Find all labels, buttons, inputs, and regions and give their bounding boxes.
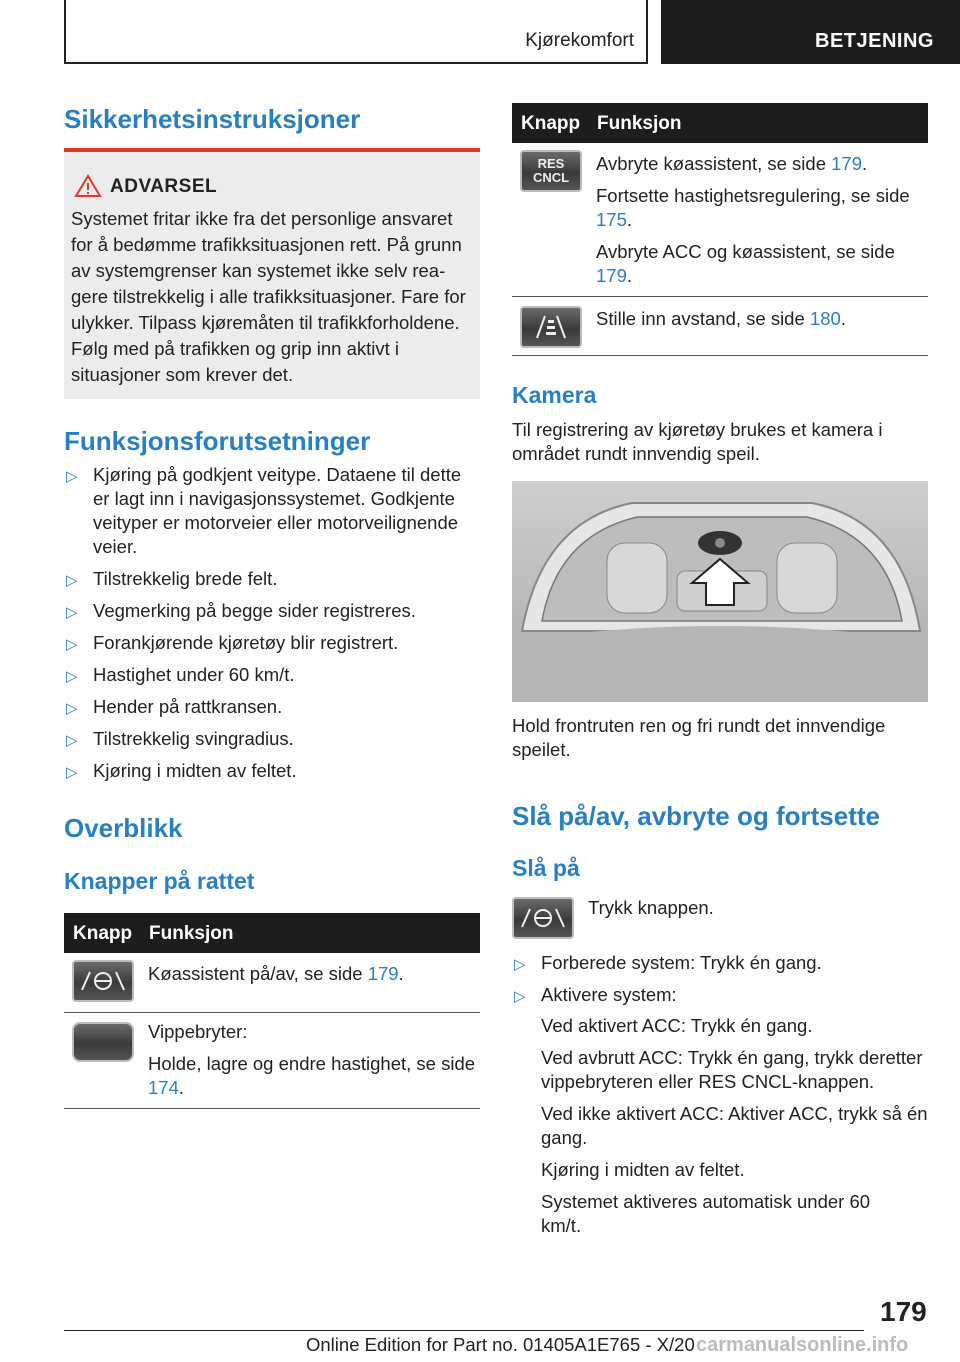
triangle-bullet-icon: ▷ [66, 732, 78, 749]
header-chapter: BETJENING [815, 30, 934, 52]
list-item: ▷ Hender på rattkransen. [64, 695, 480, 719]
divider [64, 1012, 480, 1013]
right-table-header [512, 103, 928, 143]
prereq-list [64, 463, 480, 783]
substeps: Ved aktivert ACC: Trykk én gang. Ved avbrutt ACC: Trykk én gang, trykk deretter vippebryteren eller RES CNCL-knappen. Ved ikke aktivert ACC: Aktiver ACC, trykk så én gang. Kjøring i midten av feltet. Systemet aktiveres automatisk under 60 km/t. [541, 1015, 928, 1236]
left-table-header [64, 913, 480, 953]
warning-box [64, 148, 480, 399]
table-row: Vippebryter: Holde, lagre og endre hastighet, se side 174. [148, 1021, 476, 1098]
page-ref-link[interactable]: 180 [809, 308, 841, 329]
warning-triangle-icon [74, 174, 102, 203]
triangle-bullet-icon: ▷ [66, 700, 78, 717]
press-instruction: Trykk knappen. [588, 897, 714, 918]
triangle-bullet-icon: ▷ [66, 764, 78, 781]
triangle-bullet-icon: ▷ [66, 668, 78, 685]
list-item: ▷ Kjøring på godkjent veitype. Dataene til dette er lagt inn i navigasjonssystemet. Godkjente veityper er motorveier eller motorveilignende veier. [66, 464, 462, 557]
edition-text: Online Edition for Part no. 01405A1E765 - X/20 [306, 1334, 695, 1355]
triangle-bullet-icon: ▷ [66, 604, 78, 621]
table-row: Stille inn avstand, se side 180. [596, 308, 846, 329]
distance-icon [520, 306, 582, 348]
list-item: ▷ Tilstrekkelig brede felt. [64, 567, 480, 591]
header-section-box [64, 0, 648, 64]
triangle-bullet-icon: ▷ [66, 636, 78, 653]
page-ref-link[interactable]: 179 [831, 153, 862, 174]
list-item: ▷ Aktivere system: [512, 983, 928, 1007]
divider [512, 296, 928, 297]
list-item: ▷ Vegmerking på begge sider registreres. [64, 599, 480, 623]
page-ref-link[interactable]: 179 [596, 265, 627, 286]
onoff-title: Slå på/av, avbryte og fortsette [512, 801, 880, 831]
triangle-bullet-icon: ▷ [66, 468, 78, 485]
buttons-title: Knapper på rattet [64, 868, 255, 894]
warning-text: Systemet fritar ikke fra det personlige ansvaret for å bedømme trafikksituasjonen rett. På grunn av systemgrenser kan systemet ikke selv reagere tilstrekkelig i alle trafikksituasjoner. Fare for ulykker. Tilpass kjøremåten til trafikkforholdene. Følg med på trafikken og grip inn aktivt i situasjoner som krever det. [71, 208, 466, 385]
camera-illustration [512, 481, 928, 702]
page-number: 179 [880, 1296, 927, 1327]
divider [512, 355, 928, 356]
watermark: carmanualsonline.info [696, 1334, 909, 1356]
list-item: ▷ Kjøring i midten av feltet. [64, 759, 480, 783]
col-function: Funksjon [149, 923, 234, 944]
camera-caption: Hold frontruten ren og fri rundt det innvendige speilet. [512, 715, 886, 760]
camera-title: Kamera [512, 382, 597, 408]
triangle-bullet-icon: ▷ [66, 572, 78, 589]
steering-assist-icon [512, 897, 574, 939]
safety-title: Sikkerhetsinstruksjoner [64, 104, 361, 134]
prereq-title: Funksjonsforutsetninger [64, 426, 371, 456]
list-item: ▷ Forberede system: Trykk én gang. [512, 951, 928, 975]
table-row: Køassistent på/av, se side 179. [148, 963, 404, 984]
table-row: Avbryte køassistent, se side 179. Fortsette hastighetsregulering, se side 175. Avbryte ACC og køassistent, se side 179. [596, 153, 910, 286]
col-button: Knapp [521, 113, 581, 134]
rocker-switch-icon [72, 1022, 134, 1062]
divider [64, 1108, 480, 1109]
col-function: Funksjon [597, 113, 682, 134]
list-item: ▷ Hastighet under 60 km/t. [64, 663, 480, 687]
on-title: Slå på [512, 855, 580, 881]
overview-title: Overblikk [64, 813, 183, 843]
camera-text: Til registrering av kjøretøy brukes et kamera i området rundt innvendig speil. [512, 419, 883, 464]
triangle-bullet-icon: ▷ [514, 956, 526, 973]
steps-list [512, 951, 928, 1007]
header-section: Kjørekomfort [525, 30, 634, 51]
warning-label: ADVARSEL [110, 176, 218, 197]
res-cncl-icon: RES CNCL [520, 150, 582, 192]
page-ref-link[interactable]: 175 [596, 209, 627, 230]
footer-rule [64, 1330, 864, 1331]
col-button: Knapp [73, 923, 133, 944]
header-chapter-box [661, 0, 960, 64]
list-item: ▷ Tilstrekkelig svingradius. [64, 727, 480, 751]
page-ref-link[interactable]: 179 [367, 963, 399, 984]
steering-assist-icon [72, 960, 134, 1002]
page-ref-link[interactable]: 174 [148, 1077, 179, 1098]
triangle-bullet-icon: ▷ [514, 988, 526, 1005]
list-item: ▷ Forankjørende kjøretøy blir registrert. [64, 631, 480, 655]
